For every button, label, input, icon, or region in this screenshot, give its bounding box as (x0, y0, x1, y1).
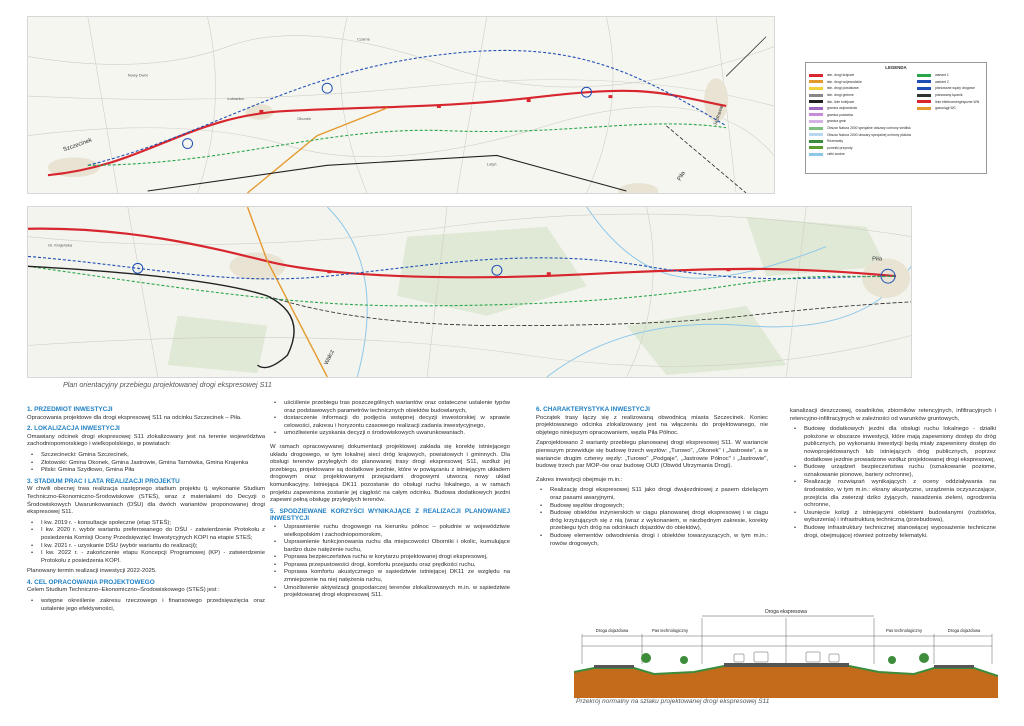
section-6-title: 6. CHARAKTERYSTYKA INWESTYCJI (536, 406, 650, 413)
map-label-pila-bottom: Piła (872, 256, 883, 263)
section-3-list (27, 520, 265, 566)
legend-label: istn. drogi krajowe (827, 73, 855, 78)
section-1-title: 1. PRZEDMIOT INWESTYCJI (27, 406, 113, 413)
xsec-label-right-road: Droga dojazdowa (947, 628, 981, 633)
legend-label: planowany łącznik (935, 93, 963, 98)
section-6-list-2 (790, 426, 996, 540)
list-item: • Usprawnienie ruchu drogowego na kierunku północ – południe w województwie wielkopolskim i zachodniopomorskim, (270, 524, 510, 539)
map-top[interactable] (27, 16, 775, 194)
list-item: • Pilski: Gmina Szydłowo, Gmina Piła (27, 467, 265, 475)
legend-column-left (809, 72, 911, 158)
legend-item (809, 118, 911, 125)
cross-section-drawing (574, 606, 998, 698)
legend-swatch (917, 100, 931, 103)
legend-label: wariant 1 (935, 73, 949, 78)
section-5-title: 5. SPODZIEWANE KORZYŚCI WYNIKAJĄCE Z REALIZACJI PLANOWANEJ INWESTYCJI (270, 507, 510, 523)
legend-label: granica gmin (827, 119, 847, 124)
legend-column-right (917, 72, 983, 158)
map-label-okonek: Okonek (297, 115, 312, 121)
map-legend (805, 62, 987, 174)
legend-label: Obszar Natura 2000 specjalne obszary ochrony siedlisk (827, 126, 911, 131)
legend-swatch (809, 94, 823, 97)
legend-item (809, 145, 911, 152)
legend-label: istn. drogi wojewódzkie (827, 79, 862, 84)
column-1 (27, 404, 265, 616)
legend-item (809, 105, 911, 112)
legend-item (809, 112, 911, 119)
legend-label: wariant 2 (935, 79, 949, 84)
list-item: • Złotowski: Gmina Okonek, Gmina Jastrowie, Gmina Tarnówka, Gmina Krajenka (27, 460, 265, 468)
section-2-title: 2. LOKALIZACJA INWESTYCJI (27, 425, 120, 433)
legend-item (809, 79, 911, 86)
xsec-right-road-surface (934, 665, 974, 668)
section-6-text-1: Początek trasy łączy się z realizowaną obwodnicą miasta Szczecinek. Koniec projektowanego odcinka zlokalizowany jest na włączeniu do projektowanego, nie objętego niniejszym opracowaniem, węzła Piła Północ. (536, 414, 768, 436)
legend-swatch (809, 140, 823, 143)
xsec-ground (574, 666, 998, 698)
section-4-list-a (27, 598, 265, 613)
list-item: • Szczecinecki: Gmina Szczecinek, (27, 452, 265, 460)
map-label-lotyn: Lotyń (486, 161, 497, 167)
list-item: • Budowę elementów odwodnienia drogi i obiektów towarzyszących, w tym m.in.: rowów drogowych, (536, 533, 768, 548)
legend-swatch (917, 74, 931, 77)
section-3-text: W chwili obecnej trwa realizacja następnego stadium projektu tj. wykonanie Studium Techniczno-Ekonomiczno-Środowiskowe (STEŚ), wraz z materiałami do Decyzji o Środowiskowych Uwarunkowaniach (DŚU) dla dwóch wariantów proponowanej drogi ekspresowej S11. (27, 486, 265, 516)
legend-title: LEGENDA (885, 65, 907, 70)
legend-label: Obszar Natura 2000 obszary specjalnej ochrony ptaków (827, 132, 912, 137)
column-4 (790, 408, 996, 543)
list-item: • wstępne określenie zakresu rzeczowego i finansowego przedsięwzięcia oraz ustalenie jego efektywności, (27, 598, 265, 613)
map-top-svg (28, 17, 774, 193)
legend-label: granica powiatów (827, 112, 854, 117)
map-label-szczecinek: Szczecinek (62, 137, 93, 154)
list-item: • I kw. 2019 r. - konsultacje społeczne (etap STEŚ); (27, 520, 265, 528)
legend-swatch (917, 94, 931, 97)
map-label-gr-krajenska: Gr. Krajeńska (47, 242, 73, 248)
section-2-list (27, 452, 265, 475)
legend-swatch (809, 74, 823, 77)
legend-item (809, 151, 911, 158)
xsec-road-surface (724, 663, 849, 667)
column-3 (536, 404, 768, 551)
legend-item (917, 92, 983, 99)
map-bottom[interactable] (27, 206, 912, 378)
legend-label: cieki wodne (827, 152, 845, 157)
list-item: • Poprawa przepustowości drogi, komfortu przejazdu oraz prędkości ruchu, (270, 562, 510, 570)
legend-swatch (809, 127, 823, 130)
legend-item (917, 98, 983, 105)
map-label-lubianka: Łubianka (227, 96, 244, 102)
section-4-text: Celem Studium Techniczno–Ekonomiczno–Środowiskowego (STEŚ) jest : (27, 587, 220, 594)
legend-swatch (809, 100, 823, 103)
legend-item (809, 72, 911, 79)
xsec-title-main: Droga ekspresowa (765, 609, 807, 615)
legend-label: istn. drogi gminne (827, 93, 854, 98)
legend-swatch (917, 87, 931, 90)
list-item: • I kw. 2020 r. wybór wariantu preferowanego do DŚU - zatwierdzenie Protokołu z posiedzenia Komisji Oceny Przedsięwzięć Inwestycyjnych KOPI na etapie STEŚ; (27, 527, 265, 542)
list-item: • uściślenie przebiegu tras poszczególnych wariantów oraz ostateczne ustalenie typów oraz podstawowych parametrów technicznych obiektów budowlanych, (270, 400, 510, 415)
list-item: • dostarczenie informacji do podjęcia wstępnej decyzji inwestorskiej w sprawie celowości, zakresu i horyzontu czasowego realizacji zadania inwestycyjnego, (270, 415, 510, 430)
xsec-left-road-surface (594, 665, 634, 668)
list-item: • umożliwienie uzyskania decyzji o środowiskowych uwarunkowaniach. (270, 430, 510, 438)
legend-swatch (917, 107, 931, 110)
section-2-text: Omawiany odcinek drogi ekspresowej S11 zlokalizowany jest na terenie województwa zachodniopomorskiego i wielkopolskiego, w powiatach: (27, 433, 265, 448)
list-item: • Umożliwienie aktywizacji gospodarczej terenów zlokalizowanych m.in. w sąsiedztwie projektowanej drogi ekspresowej S11. (270, 585, 510, 600)
column-2 (270, 400, 510, 603)
xsec-trees (641, 653, 929, 664)
legend-label: istn. linie kolejowe (827, 99, 855, 104)
section-3-planned: Planowany termin realizacji inwestycji 2022-2025. (27, 568, 157, 575)
legend-item (917, 105, 983, 112)
list-item: • Budowę węzłów drogowych; (536, 503, 768, 511)
list-item: • Budowę obiektów inżynierskich w ciągu planowanej drogi ekspresowej i w ciągu dróg krzyżujących się z nią (wraz z wykonaniem, w niezbędnym zakresie, korekty przebiegu tych dróg na odcinkach dojazdów do obiektów), (536, 510, 768, 533)
map-label-jastrowie: Jastrowie (713, 105, 726, 127)
legend-label: planowane węzły drogowe (935, 86, 975, 91)
xsec-vehicles (734, 652, 839, 662)
legend-swatch (917, 80, 931, 83)
xsec-label-right-tech: Pas technologiczny (885, 628, 923, 633)
legend-item (809, 98, 911, 105)
section-3-title: 3. STADIUM PRAC I LATA REALIZACJI PROJEKTU (27, 477, 180, 485)
legend-item (809, 138, 911, 145)
section-1-text: Opracowania projektowe dla drogi ekspresowej S11 na odcinku Szczecinek – Piła. (27, 414, 242, 421)
legend-label: Rezerwaty (827, 139, 844, 144)
legend-label: linie elektroenergetyczne WN (935, 99, 980, 104)
legend-swatch (809, 80, 823, 83)
legend-item (917, 72, 983, 79)
legend-swatch (809, 146, 823, 149)
list-item: • Poprawa komfortu akustycznego w sąsiedztwie istniejącej DK11 ze względu na zmniejszenie na niej natężenia ruchu, (270, 569, 510, 584)
town-area-gr-krajenska (230, 252, 286, 280)
legend-item (809, 131, 911, 138)
map-bottom-svg (28, 207, 911, 377)
map-label-pila-top: Piła (676, 170, 687, 183)
town-area-pila (862, 258, 910, 298)
section-4-list-b (270, 400, 510, 438)
list-item: • Realizację drogi ekspresowej S11 jako drogi dwujezdniowej z pasem dzielącym oraz pasami awaryjnymi, (536, 487, 768, 502)
list-item: • Usprawnienie funkcjonowania ruchu dla miejscowości Oborniki i okolic, kumulujące bardzo duże natężenie ruchu, (270, 539, 510, 554)
section-5-list (270, 524, 510, 600)
list-item: • Realizację rozwiązań wynikających z oceny oddziaływania na środowisko, w tym m.in.: ekrany akustyczne, urządzenia oczyszczające, przejścia dla zwierząt dziko żyjących, nasadzenia zieleni, ogrodzenia ochronne, (790, 479, 996, 509)
cross-section-caption: Przekrój normalny na szlaku projektowanej drogi ekspresowej S11 (576, 698, 770, 705)
list-item: • I kw. 2022 r. - zakończenie etapu Koncepcji Programowej (KP) - zatwierdzenie Protokołu z posiedzenia KOPI. (27, 550, 265, 565)
list-item: • Poprawa bezpieczeństwa ruchu w korytarzu projektowanej drogi ekspresowej, (270, 554, 510, 562)
list-item: • I kw. 2021 r. - uzyskanie DŚU (wybór wariantu do realizacji); (27, 543, 265, 551)
legend-item (809, 92, 911, 99)
list-item: • Budowę dodatkowych jezdni dla obsługi ruchu lokalnego - działki położone w obszarze inwestycji, które mają zapewniony dostęp do dróg publicznych, po wykonaniu inwestycji będą miały zapewniony dostęp do nowoprojektowanych lub istniejących dróg publicznych, poprzez dodatkowe jezdnie prowadzone wzdłuż projektowanej drogi ekspresowej, (790, 426, 996, 464)
legend-swatch (809, 113, 823, 116)
legend-swatch (809, 87, 823, 90)
legend-item (809, 85, 911, 92)
list-item: • Usunięcie kolizji z istniejącymi obiektami budowlanymi (rozbiórka, wyburzenia) i infrastrukturą techniczną (przebudowa), (790, 510, 996, 525)
legend-item (809, 125, 911, 132)
xsec-label-left-tech: Pas technologiczny (651, 628, 689, 633)
legend-label: pomniki przyrody (827, 145, 853, 150)
section-6-text-3: Zakres inwestycji obejmuje m.in.: (536, 476, 623, 483)
map-caption: Plan orientacyjny przebiegu projektowanej drogi ekspresowej S11 (63, 380, 272, 389)
legend-item (917, 85, 983, 92)
map-label-czarne: Czarne (357, 36, 370, 42)
legend-swatch (809, 107, 823, 110)
legend-label: gazociągi WC (935, 106, 956, 111)
legend-swatch (809, 120, 823, 123)
legend-label: istn. drogi powiatowe (827, 86, 859, 91)
list-item: • Budowę infrastruktury technicznej stanowiącej wyposażenie techniczne drogi, obejmującej również potrzeby telematyki. (790, 525, 996, 540)
section-6-list (536, 487, 768, 548)
map-label-nowy-dwor: Nowy Dwór (127, 72, 149, 78)
xsec-label-left-road: Droga dojazdowa (595, 628, 629, 633)
map-label-walcz: Wałcz (323, 349, 336, 366)
cross-section-svg (574, 606, 998, 698)
section-4-title: 4. CEL OPRACOWANIA PROJEKTOWEGO (27, 578, 155, 586)
legend-swatch (809, 133, 823, 136)
legend-swatch (809, 153, 823, 156)
legend-item (917, 79, 983, 86)
section-6-continuation: kanalizacji deszczowej, osadników, zbiorników retencyjnych, infiltracyjnych i retencyjno-infiltracyjnych w zależności od warunków gruntowych, (790, 408, 996, 422)
legend-label: granica województw (827, 106, 858, 111)
section-6-text-2: Zaprojektowano 2 warianty przebiegu planowanej drogi ekspresowej S11. W wariancie pierwszym przewiduje się budowę trzech węzłów: „Turowo", „Okonek" i „Jastrowie", a w wariancie drugim czterey węzły: „Turowo" „Podgaje", „Jastrowie Północ" i „Jastrowie", budowę trzech par MOP-ów oraz budowę OUD (Obwód Utrzymania Drogi). (536, 440, 768, 470)
section-4-text-2: W ramach opracowywanej dokumentacji projektowej zakłada się korektę istniejącego układu drogowego, w tym lokalnej sieci dróg krajowych, powiatowych i gminnych. Dla obsługi terenów przyległych do planowanej trasy drogi ekspresowej S11, wzdłuż jej przebiegu, projektowane są dodatkowe jezdnie, które w powiązaniu z istniejącym układem drogowym oraz projektowanymi przejazdami drogowymi utworzą nowy układ komunikacyjny. Istniejąca DK11 pozostanie do obsługi ruchu lokalnego, a w ramach projektu zapewniona zostanie jej ciągłość na całym odcinku. Budowa dodatkowych jezdni zapewni pełną obsługę przyległych terenów. (270, 443, 510, 504)
list-item: • Budowę urządzeń bezpieczeństwa ruchu (oznakowanie poziome, oznakowanie pionowe, bariery ochronne), (790, 464, 996, 479)
